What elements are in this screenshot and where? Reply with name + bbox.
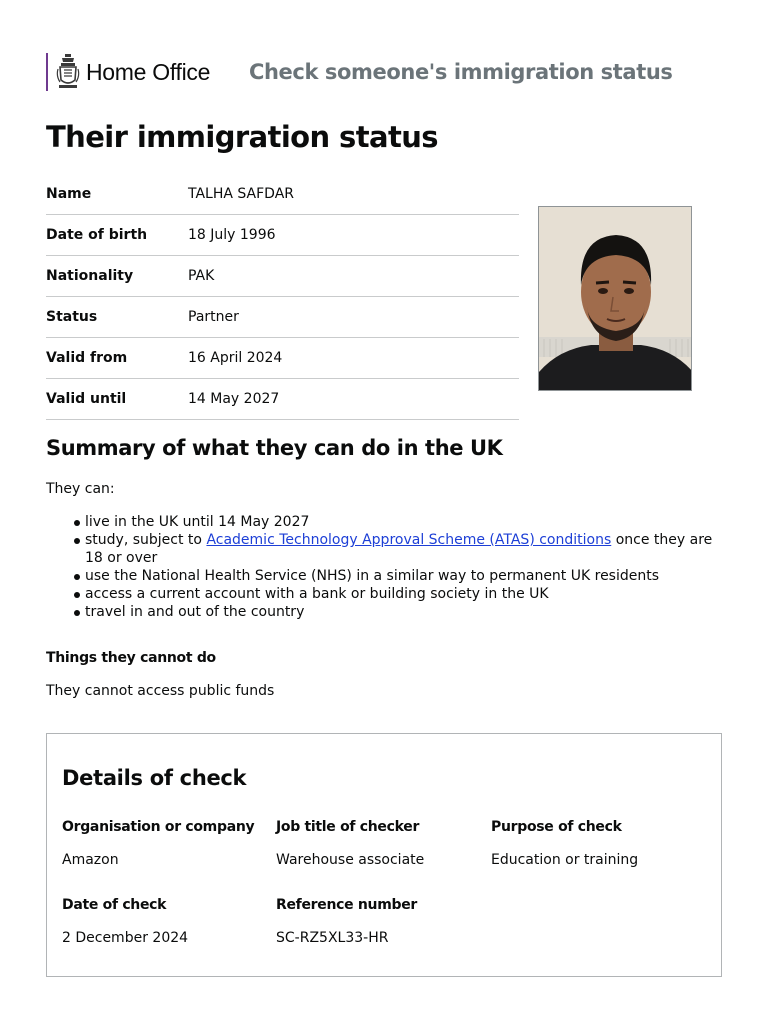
summary-heading: Summary of what they can do in the UK <box>46 436 503 460</box>
detail-value: Partner <box>188 309 239 325</box>
detail-label: Valid from <box>46 350 128 366</box>
detail-row-nationality <box>46 256 519 297</box>
check-label: Purpose of check <box>491 819 622 835</box>
check-details-panel <box>46 733 722 977</box>
check-label: Job title of checker <box>276 819 420 835</box>
permissions-list <box>74 513 724 621</box>
detail-row-valid-until <box>46 379 519 420</box>
detail-row-valid-from <box>46 338 519 379</box>
list-item <box>74 531 724 567</box>
check-value: SC-RZ5XL33-HR <box>276 930 389 946</box>
check-purpose <box>491 819 639 868</box>
cannot-heading: Things they cannot do <box>46 650 216 666</box>
status-details-list <box>46 174 519 420</box>
atas-conditions-link[interactable]: Academic Technology Approval Scheme (ATAS) conditions <box>206 532 612 548</box>
person-photo-icon <box>539 207 692 391</box>
detail-value: 18 July 1996 <box>188 227 276 243</box>
list-item <box>74 603 724 621</box>
detail-label: Nationality <box>46 268 134 284</box>
list-item-text: use the National Health Service (NHS) in a similar way to permanent UK residents <box>85 568 660 584</box>
list-item-text: study, subject to <box>85 532 207 548</box>
royal-crest-icon <box>56 54 80 90</box>
detail-label: Date of birth <box>46 227 148 243</box>
list-item-text: access a current account with a bank or building society in the UK <box>85 586 549 602</box>
check-date <box>62 897 189 946</box>
site-header <box>46 52 210 92</box>
check-value: Amazon <box>62 852 119 868</box>
check-value: 2 December 2024 <box>62 930 189 946</box>
detail-row-name <box>46 174 519 215</box>
list-item <box>74 585 724 603</box>
detail-row-status <box>46 297 519 338</box>
list-item-text: travel in and out of the country <box>85 604 305 620</box>
check-details-heading: Details of check <box>62 766 247 790</box>
they-can-intro: They can: <box>46 481 115 497</box>
check-organisation <box>62 819 255 868</box>
check-label: Organisation or company <box>62 819 255 835</box>
check-label: Reference number <box>276 897 418 913</box>
detail-value: PAK <box>188 268 215 284</box>
detail-label: Name <box>46 186 92 202</box>
check-value: Warehouse associate <box>276 852 425 868</box>
check-reference <box>276 897 418 946</box>
list-item-text: live in the UK until 14 May 2027 <box>85 514 310 530</box>
brand-bar <box>46 53 48 91</box>
service-name[interactable]: Check someone's immigration status <box>249 60 673 84</box>
check-label: Date of check <box>62 897 167 913</box>
detail-label: Valid until <box>46 391 127 407</box>
detail-value: TALHA SAFDAR <box>188 186 295 202</box>
brand-name[interactable]: Home Office <box>86 58 211 85</box>
check-value: Education or training <box>491 852 639 868</box>
holder-photo <box>538 206 692 391</box>
detail-value: 16 April 2024 <box>188 350 283 366</box>
check-job-title <box>276 819 425 868</box>
detail-label: Status <box>46 309 98 325</box>
cannot-text: They cannot access public funds <box>46 683 275 699</box>
page-title: Their immigration status <box>46 120 438 154</box>
detail-value: 14 May 2027 <box>188 391 280 407</box>
list-item <box>74 567 724 585</box>
detail-row-date-of-birth <box>46 215 519 256</box>
list-item-text: once they are 18 or over <box>85 532 713 566</box>
list-item <box>74 513 724 531</box>
